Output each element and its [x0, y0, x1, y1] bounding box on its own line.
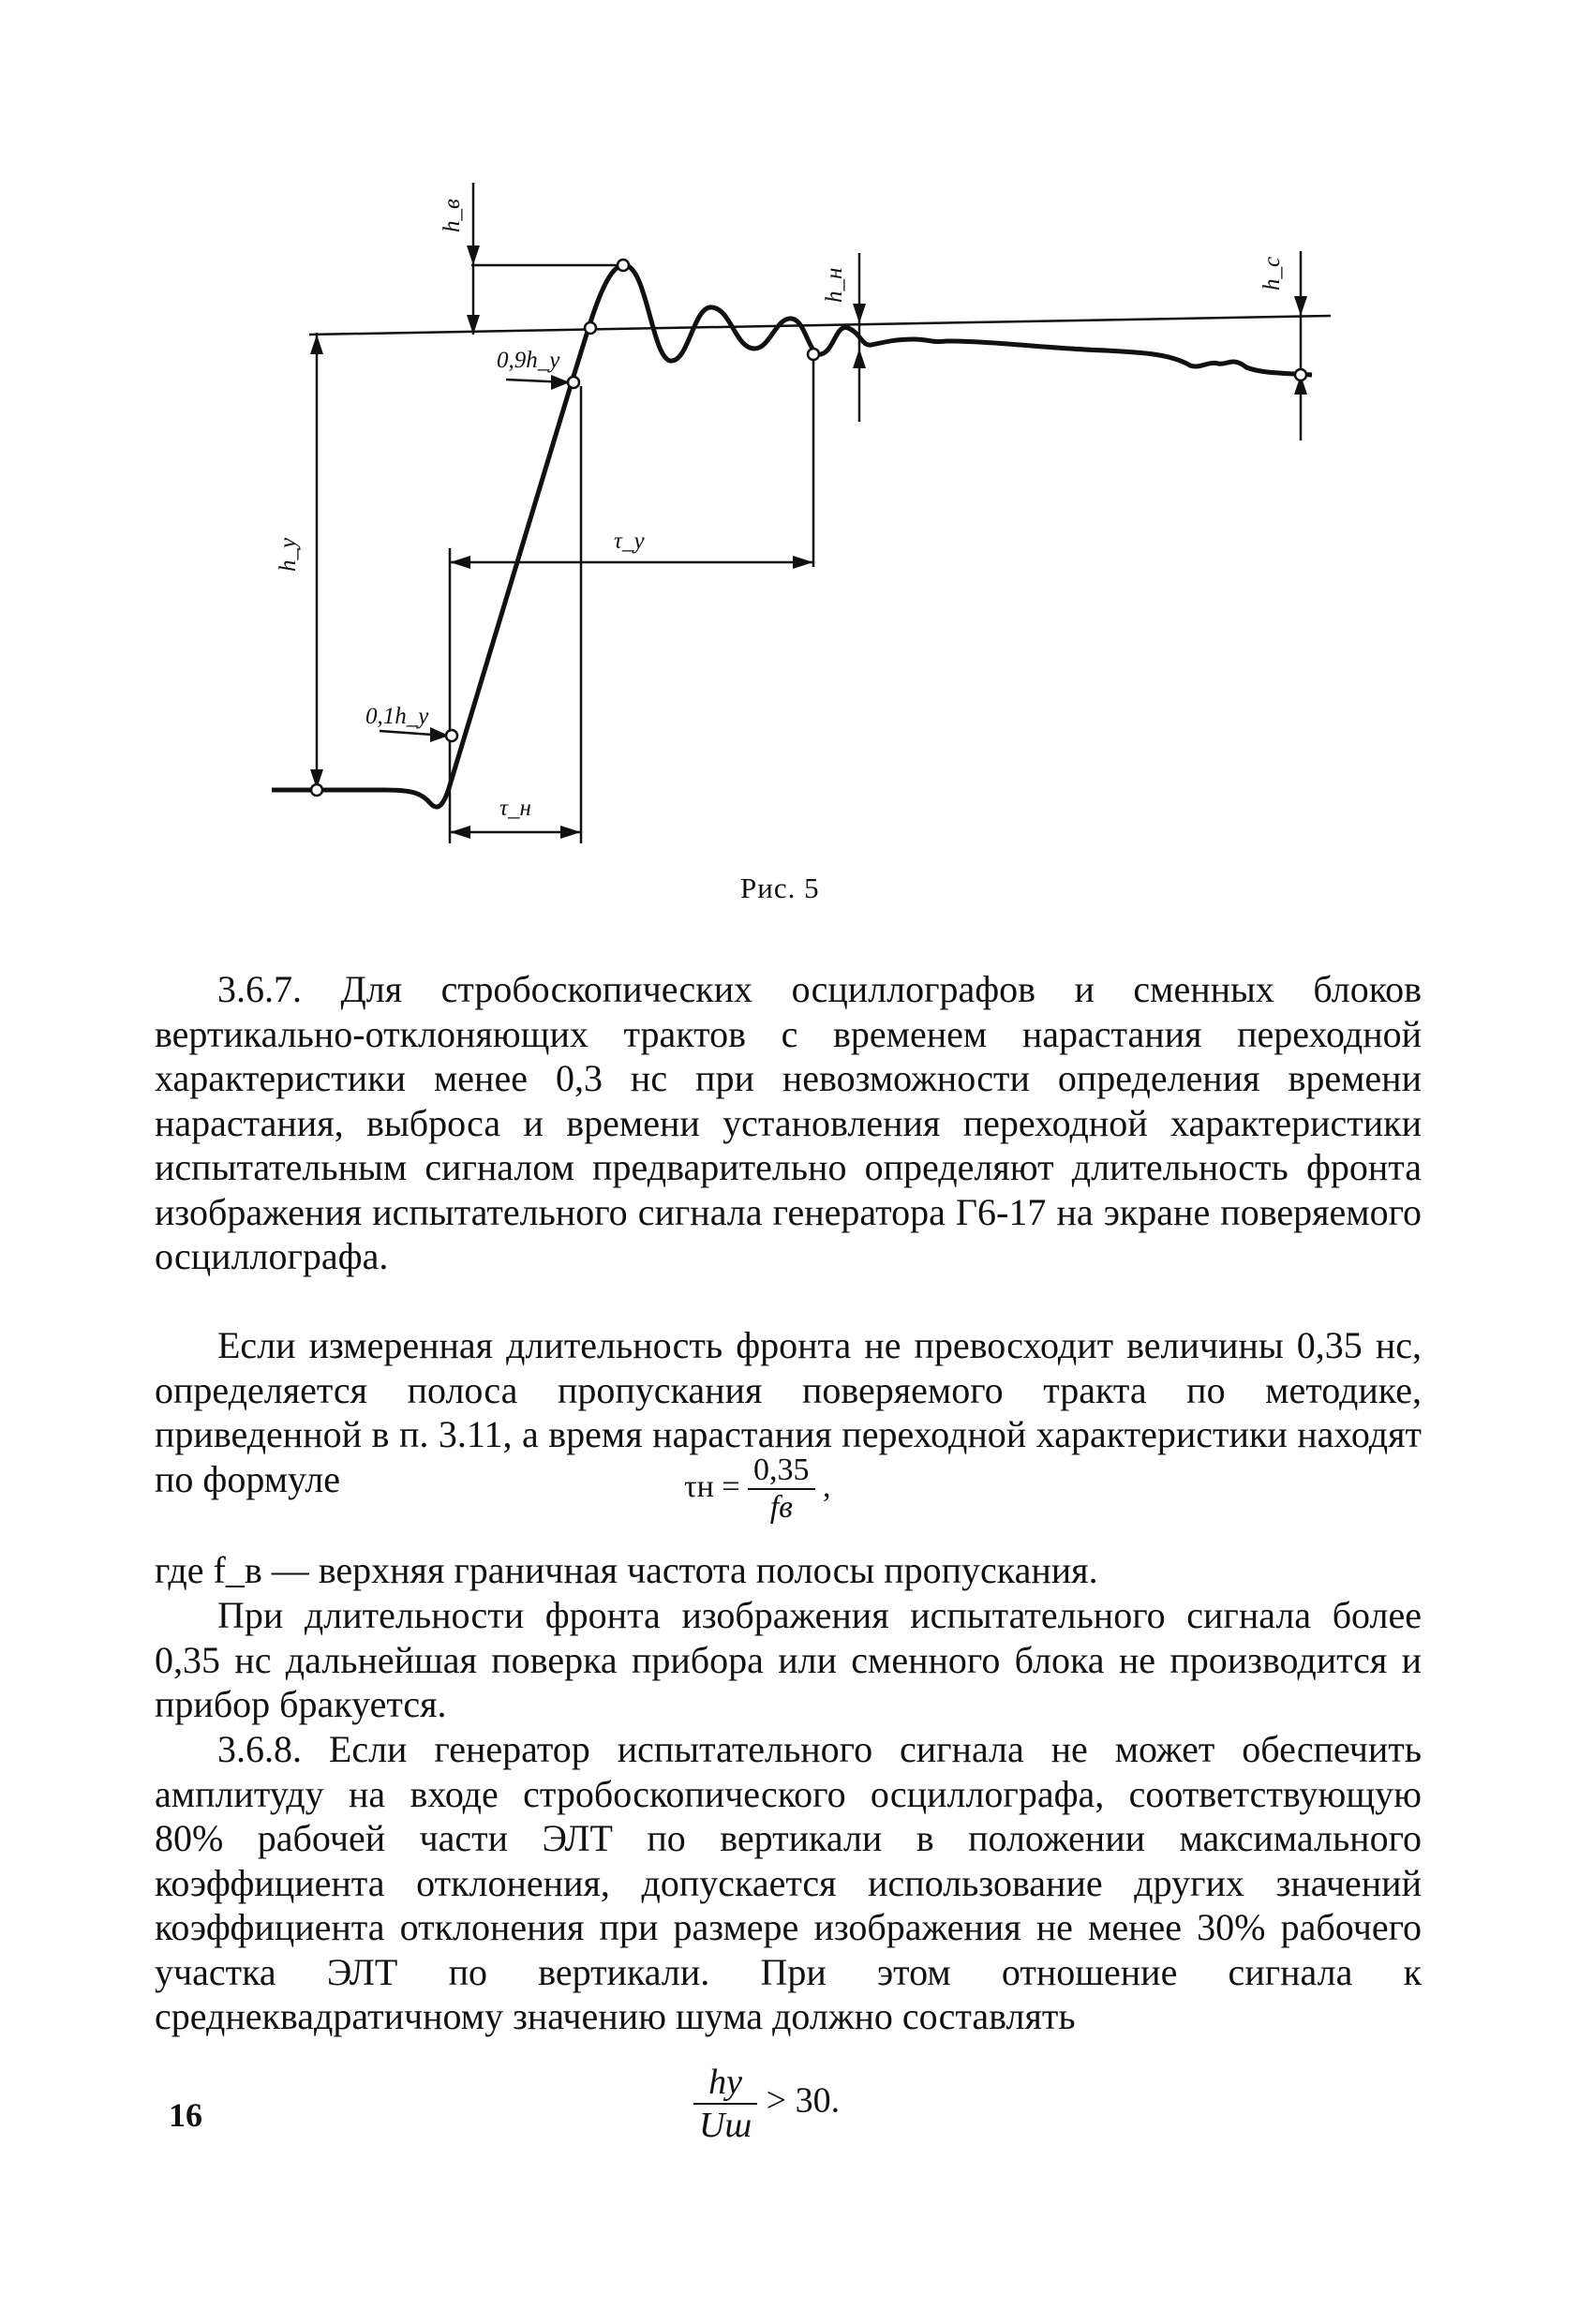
arrow-hv-top: [467, 246, 480, 265]
formula2-rhs: > 30.: [766, 2080, 841, 2121]
arrow-tau-y-left: [450, 556, 470, 569]
settling-marker: [808, 349, 819, 360]
page-number: 16: [169, 2096, 202, 2134]
formula2-numerator: hу: [693, 2062, 757, 2105]
level-01-label: 0,1h_y: [365, 704, 429, 729]
level-09-label: 0,9h_y: [497, 348, 560, 373]
formula2-fraction: [693, 2062, 757, 2146]
paragraph-rejection: При длительности фронта изображения испытательного сигнала более 0,35 нс дальнейшая поверка прибора или сменного блока не производится и прибор бракуется.: [155, 1594, 1422, 1725]
arrow-tau-n-right: [560, 826, 581, 839]
paragraph-3-6-8: 3.6.8. Если генератор испытательного сигнала не может обеспечить амплитуду на входе стробоскопического осциллографа, соответствующую 80% рабочей части ЭЛТ по вертикали в положении максимального коэффициента отклонения, допускается использование других значений коэффициента отклонения при размере изображения не менее 30% рабочего участка ЭЛТ по вертикали. При этом отношение сигнала к среднеквадратичному значению шума должно составлять: [155, 1728, 1422, 2037]
arrow-hc-top: [1294, 296, 1307, 316]
arrow-tau-n-left: [450, 826, 470, 839]
end-point-marker: [1295, 369, 1306, 380]
hn-label: h_н: [822, 267, 847, 303]
rise-time-formula: [684, 1452, 831, 1526]
level-09-marker: [568, 377, 579, 388]
level-01-marker: [446, 730, 457, 741]
formula1-tail: ,: [823, 1468, 831, 1504]
crossing-marker: [585, 322, 596, 334]
arrow-hy-top: [310, 335, 323, 354]
formula1-fraction: [748, 1452, 815, 1526]
tau-y-label: τ_y: [614, 529, 645, 554]
arrow-hn-bottom: [853, 349, 866, 368]
hy-label: h_y: [276, 537, 301, 572]
arrow-hn-top: [853, 304, 866, 323]
formula1-numerator: 0,35: [748, 1452, 815, 1490]
hc-label: h_c: [1259, 256, 1285, 290]
hv-label: h_в: [439, 199, 465, 232]
formula2-denominator: Uш: [699, 2106, 752, 2145]
paragraph-fv-definition: где f_в — верхняя граничная частота полосы пропускания.: [155, 1549, 1098, 1591]
formula1-denominator: fв: [769, 1490, 793, 1525]
arrow-tau-y-right: [793, 556, 813, 569]
snr-formula: [693, 2062, 840, 2146]
formula1-lhs: τн =: [684, 1468, 740, 1504]
paragraph-3-6-7: 3.6.7. Для стробоскопических осциллографов и сменных блоков вертикально-отклоняющих трактов с временем нарастания переходной характеристики менее 0,3 нс при невозможности определения времени нарастания, выброса и времени установления переходной характеристики испытательным сигналом предварительно определяют длительность фронта изображения испытательного сигнала генератора Г6-17 на экране поверяемого осциллографа.: [155, 968, 1422, 1277]
start-point-marker: [311, 784, 322, 796]
tau-n-label: τ_н: [499, 796, 531, 821]
transient-response-figure: [0, 0, 1594, 872]
figure-caption: Рис. 5: [740, 872, 820, 904]
steady-state-reference-line: [309, 316, 1331, 335]
paragraph-rise-time-formula-intro: Если измеренная длительность фронта не превосходит величины 0,35 нс, определяется полоса пропускания поверяемого тракта по методике, приведенной в п. 3.11, а время нарастания переходной характеристики находят по формуле: [155, 1324, 1422, 1500]
peak-marker: [618, 260, 629, 271]
